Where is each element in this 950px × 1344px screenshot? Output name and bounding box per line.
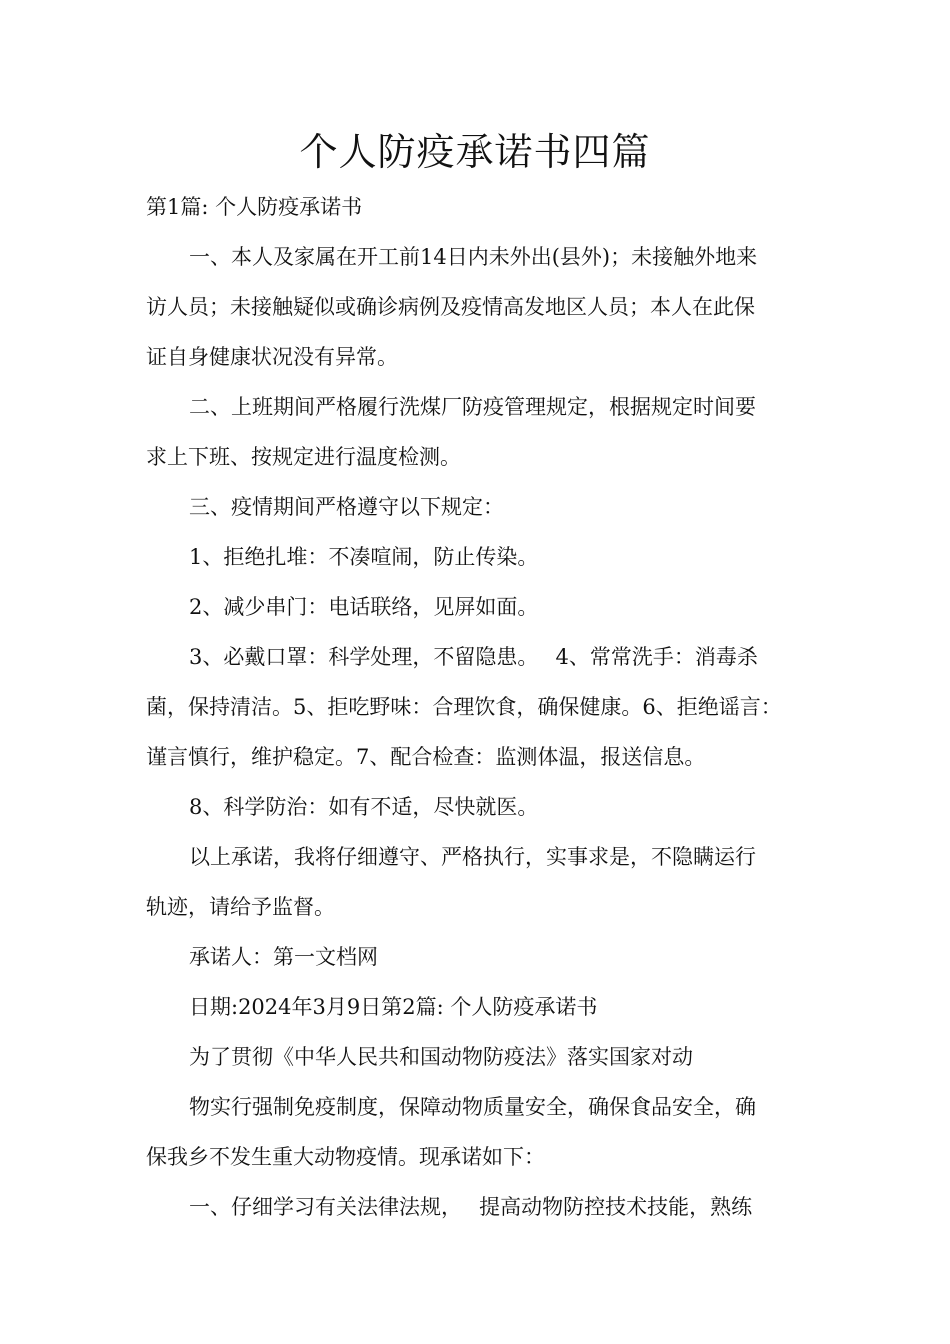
text-line: 物实行强制免疫制度，保障动物质量安全，确保食品安全，确 <box>189 1095 756 1119</box>
text-line: 日期:2024年3月9日第2篇: 个人防疫承诺书 <box>189 995 598 1019</box>
text-line: 证自身健康状况没有异常。 <box>146 345 398 369</box>
text-line: 三、疫情期间严格遵守以下规定： <box>189 495 504 519</box>
text-line: 以上承诺，我将仔细遵守、严格执行，实事求是，不隐瞒运行 <box>189 845 756 869</box>
document-body <box>146 182 818 1232</box>
text-line: 为了贯彻《中华人民共和国动物防疫法》落实国家对动 <box>189 1045 693 1069</box>
text-line: 一、仔细学习有关法律法规， 提高动物防控技术技能，熟练 <box>189 1195 753 1219</box>
text-line: 第1篇: 个人防疫承诺书 <box>146 195 363 219</box>
text-line: 1、拒绝扎堆：不凑喧闹，防止传染。 <box>189 545 539 569</box>
text-line: 保我乡不发生重大动物疫情。现承诺如下： <box>146 1145 545 1169</box>
text-line: 访人员；未接触疑似或确诊病例及疫情高发地区人员；本人在此保 <box>146 295 755 319</box>
text-line: 3、必戴口罩：科学处理，不留隐患。 4、常常洗手：消毒杀 <box>189 645 758 669</box>
text-line: 谨言慎行，维护稳定。7、配合检查：监测体温，报送信息。 <box>146 745 706 769</box>
text-line: 求上下班、按规定进行温度检测。 <box>146 445 461 469</box>
document-title: 个人防疫承诺书四篇 <box>299 130 651 174</box>
text-line: 一、本人及家属在开工前14日内未外出(县外)；未接触外地来 <box>189 245 758 269</box>
text-line: 二、上班期间严格履行洗煤厂防疫管理规定，根据规定时间要 <box>189 395 756 419</box>
text-line: 菌，保持清洁。5、拒吃野味：合理饮食，确保健康。6、拒绝谣言： <box>146 695 782 719</box>
text-line: 轨迹，请给予监督。 <box>146 895 335 919</box>
text-line: 承诺人：第一文档网 <box>189 945 378 969</box>
text-line: 2、减少串门：电话联络，见屏如面。 <box>189 595 539 619</box>
text-line: 8、科学防治：如有不适，尽快就医。 <box>189 795 539 819</box>
